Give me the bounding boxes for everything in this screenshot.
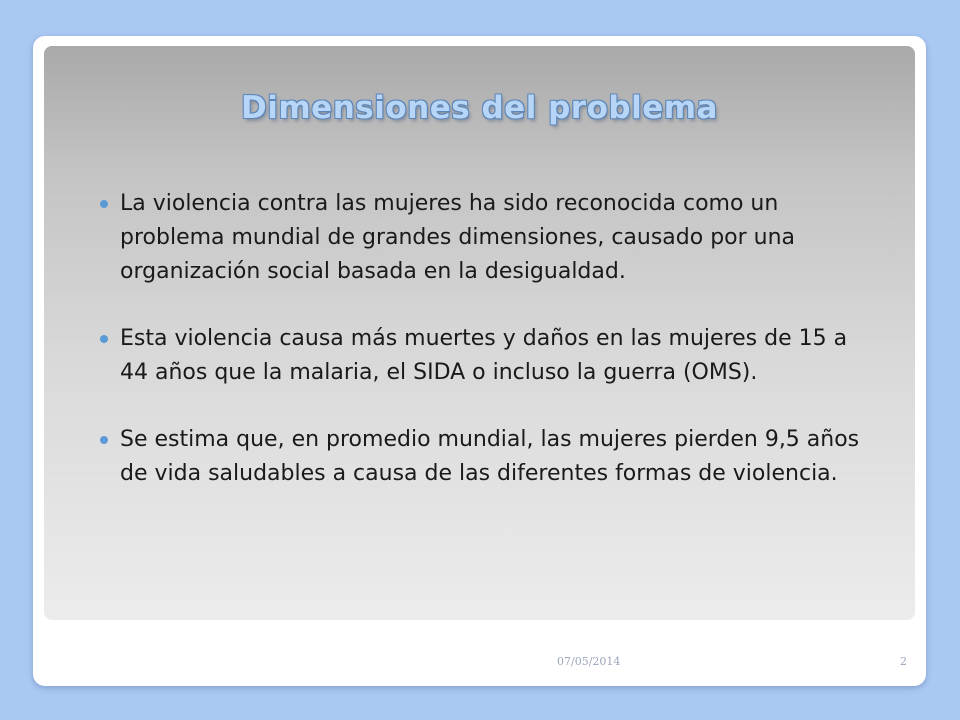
slide-title: Dimensiones del problema <box>241 90 718 126</box>
footer-date: 07/05/2014 <box>557 655 621 668</box>
round-bullet-icon <box>100 322 109 356</box>
page-number: 2 <box>900 655 907 668</box>
round-bullet-icon <box>100 423 109 457</box>
bullet-item <box>120 423 860 491</box>
content-panel <box>44 46 915 620</box>
slide <box>33 36 926 686</box>
round-bullet-icon <box>100 187 109 221</box>
bullet-text: La violencia contra las mujeres ha sido reconocida como un problema mundial de grandes dimensiones, causado por una organización social basada en la desigualdad. <box>120 191 796 284</box>
bullet-list <box>120 187 860 524</box>
bullet-item <box>120 322 860 390</box>
bullet-item <box>120 187 860 289</box>
bullet-text: Esta violencia causa más muertes y daños en las mujeres de 15 a 44 años que la malaria, el SIDA o incluso la guerra (OMS). <box>120 326 848 385</box>
bullet-text: Se estima que, en promedio mundial, las mujeres pierden 9,5 años de vida saludables a causa de las diferentes formas de violencia. <box>120 427 860 486</box>
